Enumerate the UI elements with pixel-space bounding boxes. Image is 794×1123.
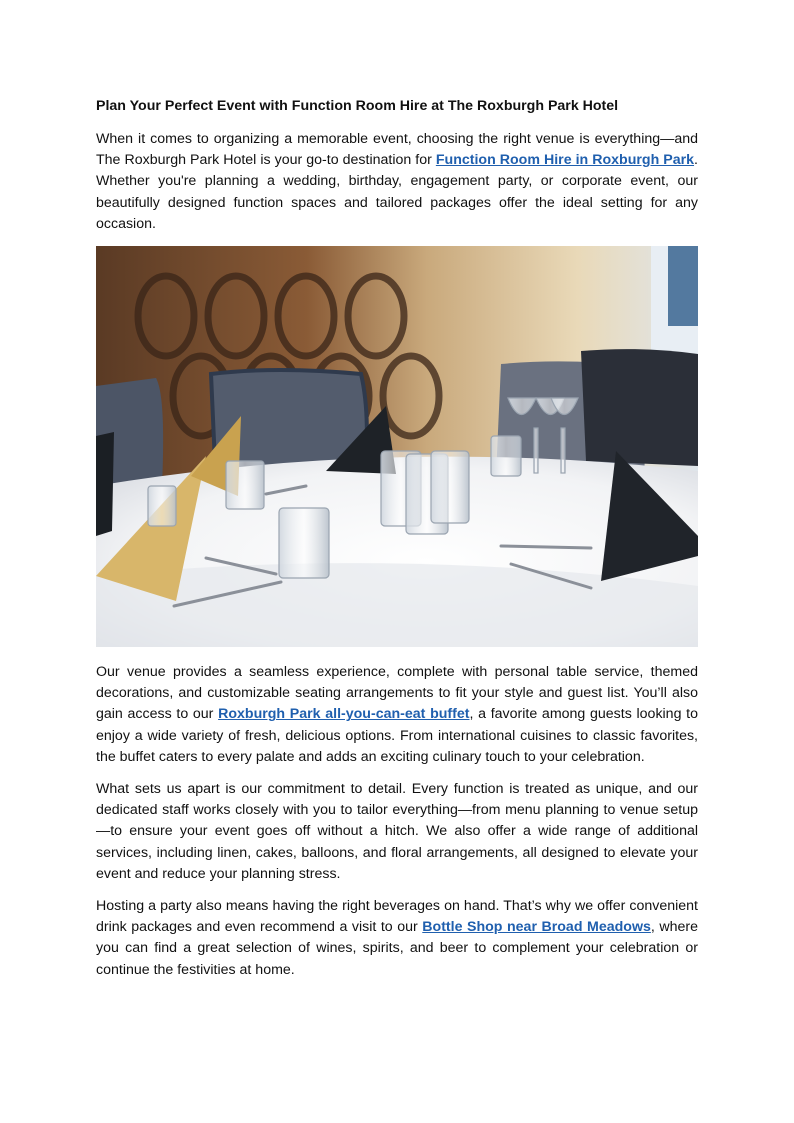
function-room-photo — [96, 246, 698, 647]
document-title: Plan Your Perfect Event with Function Room Hire at The Roxburgh Park Hotel — [96, 98, 619, 114]
buffet-link[interactable]: Roxburgh Park all-you-can-eat buffet — [218, 706, 470, 723]
beverages-paragraph — [96, 896, 698, 981]
details-paragraph: What sets us apart is our commitment to detail. Every function is treated as unique, and our dedicated staff works closely with you to tailor everything—from menu planning to venue setup—to ensure your event goes off without a hitch. We also offer a wide range of additional services, including linen, cakes, balloons, and floral arrangements, all designed to elevate your event and reduce your planning stress. — [96, 781, 698, 882]
document-page — [96, 96, 698, 992]
venue-text-before: Our venue provides a seamless experience, complete with personal table service, themed decorations, and customizable seating arrangements to fit your style and guest list. You’ll also gain access to our — [96, 664, 698, 723]
venue-text-after: , a favorite among guests looking to enjoy a wide variety of fresh, delicious options. From international cuisines to classic favorites, the buffet caters to every palate and adds an exciting culinary touch to your celebration. — [96, 706, 698, 765]
intro-text-after: . Whether you're planning a wedding, birthday, engagement party, or corporate event, our beautifully designed function spaces and tailored packages offer the ideal setting for any occasion. — [96, 152, 698, 232]
bottle-shop-link[interactable]: Bottle Shop near Broad Meadows — [422, 919, 651, 936]
beverages-text-before: Hosting a party also means having the right beverages on hand. That’s why we offer convenient drink packages and even recommend a visit to our — [96, 898, 698, 936]
intro-paragraph — [96, 129, 698, 235]
intro-text-before: When it comes to organizing a memorable event, choosing the right venue is everything—and The Roxburgh Park Hotel is your go-to destination for — [96, 131, 698, 169]
venue-paragraph — [96, 662, 698, 768]
function-room-hire-link[interactable]: Function Room Hire in Roxburgh Park — [435, 152, 695, 169]
beverages-text-after: , where you can find a great selection of wines, spirits, and beer to complement your celebration or continue the festivities at home. — [96, 919, 699, 978]
